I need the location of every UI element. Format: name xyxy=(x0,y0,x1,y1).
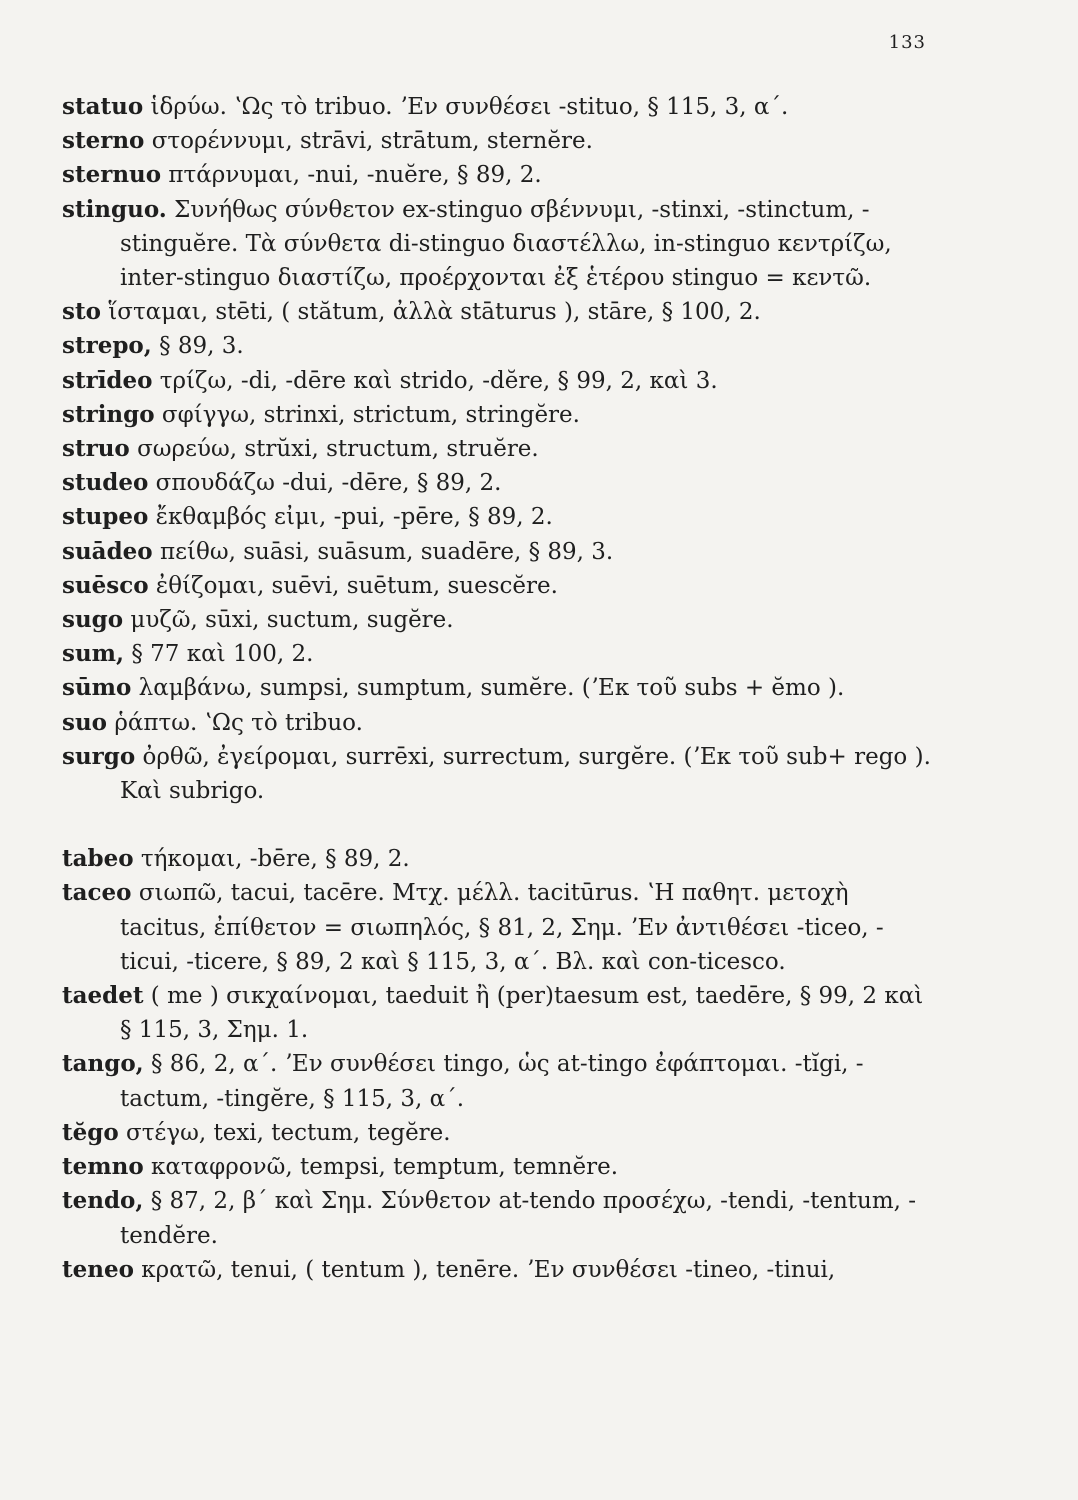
entry-definition: στορέννυμι, strāvi, strātum, sternĕre. xyxy=(144,128,593,155)
dictionary-entry xyxy=(62,1116,934,1150)
dictionary-entry xyxy=(62,1184,934,1252)
entry-definition: ἐθίζομαι, suēvi, suētum, suescĕre. xyxy=(148,572,558,599)
dictionary-entry xyxy=(62,535,934,569)
entry-definition: σιωπῶ, tacui, tacēre. Μτχ. μέλλ. tacitūrus. ʽΗ παθητ. μετοχὴ tacitus, ἐπίθετον = σιωπηλός, § 81, 2, Σημ. ʼΕν ἀντιθέσει -ticeo, -ticui, -ticere, § 89, 2 καὶ § 115, 3, α΄. Βλ. καὶ con-ticesco. xyxy=(120,880,884,975)
entry-headword: suādeo xyxy=(62,537,153,565)
entry-definition: ὀρθῶ, ἐγείρομαι, surrēxi, surrectum, surgĕre. (ʼΕκ τοῦ sub+ rego ). Καὶ subrigo. xyxy=(120,743,931,805)
entry-headword: stringo xyxy=(62,400,155,428)
entry-headword: sterno xyxy=(62,127,145,155)
dictionary-entry xyxy=(62,500,934,534)
entry-definition: σφίγγω, strinxi, strictum, stringĕre. xyxy=(154,401,580,428)
entry-definition: τήκομαι, -bēre, § 89, 2. xyxy=(133,846,410,873)
dictionary-entry xyxy=(62,295,934,329)
dictionary-entry xyxy=(62,706,934,740)
entry-definition: λαμβάνω, sumpsi, sumptum, sumĕre. (ʼΕκ τοῦ subs + ĕmo ). xyxy=(131,675,845,702)
entry-headword: strepo, xyxy=(62,332,152,360)
entry-headword: tendo, xyxy=(62,1187,144,1215)
entry-definition: σπουδάζω -dui, -dēre, § 89, 2. xyxy=(148,470,502,497)
entry-headword: stupeo xyxy=(62,503,149,531)
entry-headword: sternuo xyxy=(62,161,162,189)
entry-definition: πτάρνυμαι, -nui, -nuĕre, § 89, 2. xyxy=(161,162,542,189)
entry-headword: suēsco xyxy=(62,571,149,599)
entry-definition: ἔκθαμβός εἰμι, -pui, -pēre, § 89, 2. xyxy=(148,504,553,531)
entry-definition: ῥάπτω. ʽΩς τὸ tribuo. xyxy=(107,709,363,736)
entry-headword: strīdeo xyxy=(62,366,153,394)
dictionary-entry xyxy=(62,1253,934,1287)
entry-definition: ( me ) σικχαίνομαι, taeduit ἢ (per)taesum est, taedēre, § 99, 2 καὶ § 115, 3, Σημ. 1. xyxy=(120,983,924,1044)
dictionary-entry xyxy=(62,979,934,1047)
entry-headword: tĕgo xyxy=(62,1118,119,1146)
dictionary-entry xyxy=(62,193,934,296)
dictionary-entry xyxy=(62,1047,934,1115)
entry-headword: taedet xyxy=(62,982,144,1010)
entry-headword: tabeo xyxy=(62,845,134,873)
dictionary-entry xyxy=(62,1150,934,1184)
dictionary-entry xyxy=(62,740,934,808)
dictionary-entry xyxy=(62,329,934,363)
entry-definition: πείθω, suāsi, suāsum, suadēre, § 89, 3. xyxy=(152,538,614,565)
dictionary-entry xyxy=(62,603,934,637)
entry-headword: sto xyxy=(62,298,101,326)
dictionary-entries xyxy=(62,90,934,1287)
entry-definition: μυζῶ, sūxi, suctum, sugĕre. xyxy=(123,607,454,634)
entry-headword: studeo xyxy=(62,469,149,497)
entry-headword: stinguo. xyxy=(62,195,167,223)
entry-definition: καταφρονῶ, tempsi, temptum, temnĕre. xyxy=(143,1154,619,1181)
entry-headword: teneo xyxy=(62,1255,134,1283)
dictionary-entry xyxy=(62,876,934,979)
dictionary-entry xyxy=(62,398,934,432)
entry-headword: suo xyxy=(62,708,108,736)
entry-definition: Συνήθως σύνθετον ex-stinguo σβέννυμι, -stinxi, -stinctum, -stinguĕre. Τὰ σύνθετα di-stinguo διαστέλλω, in-stinguo κεντρίζω, inter-stinguo διαστίζω, προέρχονται ἐξ ἑτέρου stinguo = κεντῶ. xyxy=(120,196,892,292)
entry-definition: § 77 καὶ 100, 2. xyxy=(124,641,314,668)
entry-definition: στέγω, texi, tectum, tegĕre. xyxy=(118,1119,451,1146)
entry-headword: surgo xyxy=(62,742,136,770)
dictionary-entry xyxy=(62,364,934,398)
entry-definition: § 87, 2, β΄ καὶ Σημ. Σύνθετον at-tendo προσέχω, -tendi, -tentum, - tendĕre. xyxy=(120,1188,917,1249)
entry-definition: κρατῶ, tenui, ( tentum ), tenēre. ʼΕν συνθέσει -tineo, -tinui, xyxy=(133,1256,836,1283)
dictionary-entry xyxy=(62,124,934,158)
dictionary-entry xyxy=(62,569,934,603)
entry-definition: τρίζω, -di, -dēre καὶ strido, -dĕre, § 99, 2, καὶ 3. xyxy=(152,367,718,394)
entry-definition: § 89, 3. xyxy=(151,333,244,360)
entry-headword: taceo xyxy=(62,879,132,907)
entry-definition: σωρεύω, strŭxi, structum, struĕre. xyxy=(129,436,539,463)
entry-headword: struo xyxy=(62,435,130,463)
entry-headword: temno xyxy=(62,1153,144,1181)
dictionary-entry xyxy=(62,158,934,192)
dictionary-entry xyxy=(62,637,934,671)
entry-headword: statuo xyxy=(62,93,144,120)
dictionary-entry xyxy=(62,842,934,876)
entry-headword: sūmo xyxy=(62,674,132,702)
entry-definition: ἵσταμαι, stēti, ( stătum, ἀλλὰ stāturus ), stāre, § 100, 2. xyxy=(100,299,761,326)
dictionary-entry xyxy=(62,466,934,500)
entry-headword: tango, xyxy=(62,1050,144,1078)
dictionary-entry xyxy=(62,90,934,124)
entry-headword: sum, xyxy=(62,640,125,668)
entry-headword: sugo xyxy=(62,606,124,634)
page-number: 133 xyxy=(888,32,926,53)
entry-definition: § 86, 2, α΄. ʼΕν συνθέσει tingo, ὡς at-tingo ἐφάπτομαι. -tĭgi, -tactum, -tingĕre, § 115, 3, α΄. xyxy=(120,1051,864,1112)
dictionary-entry xyxy=(62,671,934,705)
dictionary-entry xyxy=(62,432,934,466)
entry-definition: ἱδρύω. ʽΩς τὸ tribuo. ʼΕν συνθέσει -stituo, § 115, 3, α΄. xyxy=(143,94,789,120)
